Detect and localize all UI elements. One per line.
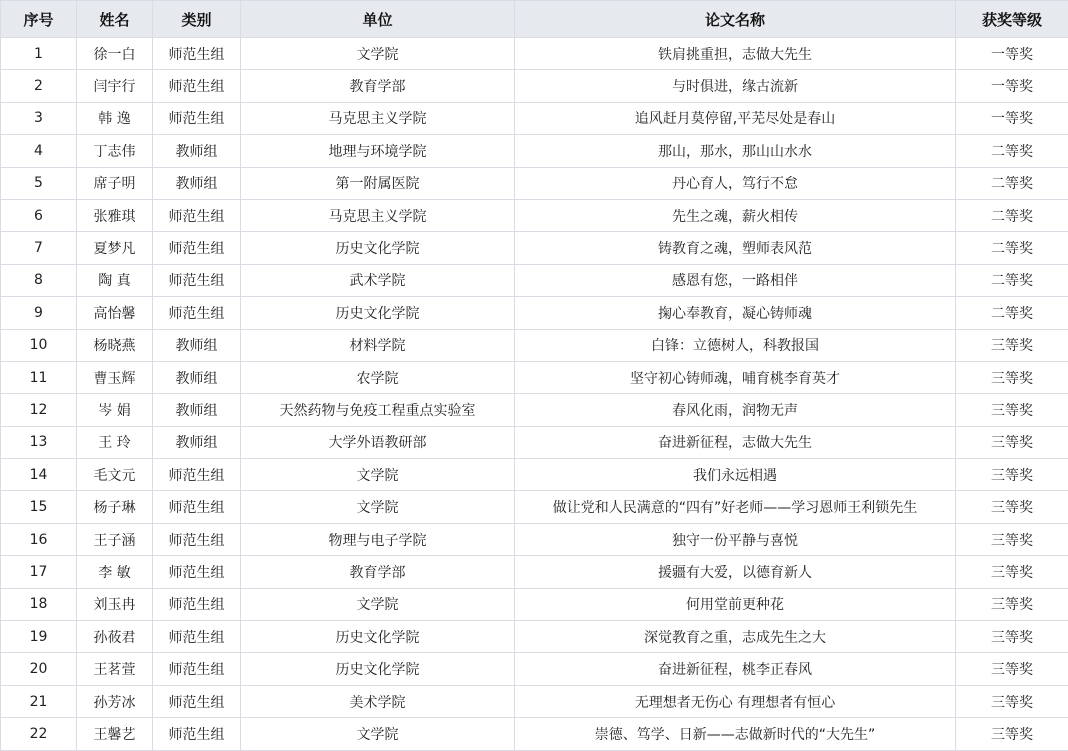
table-row	[1, 621, 1068, 653]
cell-index: 8	[1, 264, 77, 296]
table-body	[1, 38, 1068, 751]
cell-award-level: 三等奖	[956, 621, 1068, 653]
cell-category: 师范生组	[153, 491, 241, 523]
cell-index: 19	[1, 621, 77, 653]
cell-name: 王馨艺	[77, 718, 153, 750]
cell-name: 张雅琪	[77, 199, 153, 231]
cell-category: 教师组	[153, 167, 241, 199]
table-row	[1, 653, 1068, 685]
cell-award-level: 一等奖	[956, 70, 1068, 102]
cell-paper-title: 先生之魂，薪火相传	[515, 199, 956, 231]
cell-award-level: 二等奖	[956, 199, 1068, 231]
table-row	[1, 38, 1068, 70]
cell-name: 刘玉冉	[77, 588, 153, 620]
cell-index: 15	[1, 491, 77, 523]
cell-award-level: 二等奖	[956, 264, 1068, 296]
cell-unit: 物理与电子学院	[241, 523, 515, 555]
cell-name: 孙莜君	[77, 621, 153, 653]
cell-category: 师范生组	[153, 102, 241, 134]
header-award-level: 获奖等级	[956, 1, 1068, 38]
table-row	[1, 394, 1068, 426]
cell-name: 席子明	[77, 167, 153, 199]
cell-index: 6	[1, 199, 77, 231]
cell-award-level: 一等奖	[956, 38, 1068, 70]
cell-name: 王 玲	[77, 426, 153, 458]
cell-name: 王子涵	[77, 523, 153, 555]
cell-name: 闫宇行	[77, 70, 153, 102]
cell-paper-title: 感恩有您，一路相伴	[515, 264, 956, 296]
cell-index: 16	[1, 523, 77, 555]
cell-category: 师范生组	[153, 685, 241, 717]
cell-index: 17	[1, 556, 77, 588]
cell-index: 9	[1, 297, 77, 329]
table-row	[1, 491, 1068, 523]
header-name: 姓名	[77, 1, 153, 38]
table-row	[1, 70, 1068, 102]
cell-paper-title: 深觉教育之重，志成先生之大	[515, 621, 956, 653]
cell-award-level: 三等奖	[956, 588, 1068, 620]
cell-category: 师范生组	[153, 199, 241, 231]
cell-index: 21	[1, 685, 77, 717]
table-row	[1, 459, 1068, 491]
cell-award-level: 三等奖	[956, 718, 1068, 750]
table-row	[1, 102, 1068, 134]
cell-unit: 武术学院	[241, 264, 515, 296]
cell-name: 李 敏	[77, 556, 153, 588]
table-row	[1, 232, 1068, 264]
cell-category: 师范生组	[153, 70, 241, 102]
table-row	[1, 523, 1068, 555]
table-row	[1, 556, 1068, 588]
table-row	[1, 685, 1068, 717]
cell-award-level: 三等奖	[956, 394, 1068, 426]
cell-index: 11	[1, 361, 77, 393]
cell-category: 教师组	[153, 135, 241, 167]
cell-award-level: 二等奖	[956, 297, 1068, 329]
table-header	[1, 1, 1068, 38]
cell-name: 岑 娟	[77, 394, 153, 426]
cell-paper-title: 铸教育之魂，塑师表风范	[515, 232, 956, 264]
cell-category: 师范生组	[153, 718, 241, 750]
cell-category: 教师组	[153, 361, 241, 393]
cell-award-level: 二等奖	[956, 167, 1068, 199]
cell-award-level: 三等奖	[956, 491, 1068, 523]
cell-unit: 文学院	[241, 588, 515, 620]
table-row	[1, 718, 1068, 750]
cell-unit: 文学院	[241, 491, 515, 523]
cell-name: 丁志伟	[77, 135, 153, 167]
cell-award-level: 三等奖	[956, 685, 1068, 717]
cell-category: 师范生组	[153, 556, 241, 588]
cell-paper-title: 独守一份平静与喜悦	[515, 523, 956, 555]
cell-index: 3	[1, 102, 77, 134]
cell-award-level: 三等奖	[956, 556, 1068, 588]
cell-award-level: 三等奖	[956, 459, 1068, 491]
cell-category: 教师组	[153, 329, 241, 361]
header-index: 序号	[1, 1, 77, 38]
cell-paper-title: 奋进新征程，桃李正春风	[515, 653, 956, 685]
cell-unit: 农学院	[241, 361, 515, 393]
cell-award-level: 三等奖	[956, 426, 1068, 458]
table-row	[1, 199, 1068, 231]
header-paper-title: 论文名称	[515, 1, 956, 38]
table-row	[1, 264, 1068, 296]
cell-index: 5	[1, 167, 77, 199]
cell-category: 师范生组	[153, 459, 241, 491]
cell-index: 13	[1, 426, 77, 458]
cell-index: 14	[1, 459, 77, 491]
cell-award-level: 一等奖	[956, 102, 1068, 134]
cell-category: 教师组	[153, 426, 241, 458]
cell-name: 陶 真	[77, 264, 153, 296]
cell-unit: 马克思主义学院	[241, 199, 515, 231]
cell-paper-title: 做让党和人民满意的“四有”好老师——学习恩师王利锁先生	[515, 491, 956, 523]
cell-unit: 教育学部	[241, 70, 515, 102]
cell-name: 徐一白	[77, 38, 153, 70]
cell-unit: 天然药物与免疫工程重点实验室	[241, 394, 515, 426]
cell-name: 高怡馨	[77, 297, 153, 329]
cell-paper-title: 援疆有大爱，以德育新人	[515, 556, 956, 588]
cell-unit: 历史文化学院	[241, 653, 515, 685]
cell-award-level: 二等奖	[956, 232, 1068, 264]
cell-category: 师范生组	[153, 653, 241, 685]
header-category: 类别	[153, 1, 241, 38]
cell-category: 师范生组	[153, 264, 241, 296]
cell-category: 师范生组	[153, 38, 241, 70]
cell-name: 杨子琳	[77, 491, 153, 523]
cell-index: 1	[1, 38, 77, 70]
cell-award-level: 二等奖	[956, 135, 1068, 167]
cell-index: 12	[1, 394, 77, 426]
cell-award-level: 三等奖	[956, 329, 1068, 361]
cell-unit: 地理与环境学院	[241, 135, 515, 167]
table-row	[1, 329, 1068, 361]
cell-paper-title: 掬心奉教育，凝心铸师魂	[515, 297, 956, 329]
cell-category: 师范生组	[153, 297, 241, 329]
cell-paper-title: 崇德、笃学、日新——志做新时代的“大先生”	[515, 718, 956, 750]
table-row	[1, 167, 1068, 199]
cell-index: 2	[1, 70, 77, 102]
cell-unit: 文学院	[241, 38, 515, 70]
cell-index: 7	[1, 232, 77, 264]
cell-award-level: 三等奖	[956, 523, 1068, 555]
cell-category: 师范生组	[153, 523, 241, 555]
cell-category: 师范生组	[153, 621, 241, 653]
cell-index: 22	[1, 718, 77, 750]
table-row	[1, 588, 1068, 620]
header-unit: 单位	[241, 1, 515, 38]
cell-category: 师范生组	[153, 232, 241, 264]
cell-paper-title: 春风化雨，润物无声	[515, 394, 956, 426]
cell-unit: 历史文化学院	[241, 232, 515, 264]
cell-paper-title: 追风赶月莫停留,平芜尽处是春山	[515, 102, 956, 134]
cell-name: 王茗萱	[77, 653, 153, 685]
cell-paper-title: 与时俱进，缘古流新	[515, 70, 956, 102]
cell-paper-title: 白锋：立德树人，科教报国	[515, 329, 956, 361]
cell-unit: 大学外语教研部	[241, 426, 515, 458]
cell-category: 师范生组	[153, 588, 241, 620]
cell-award-level: 三等奖	[956, 653, 1068, 685]
header-row	[1, 1, 1068, 38]
cell-paper-title: 坚守初心铸师魂，哺育桃李育英才	[515, 361, 956, 393]
table-row	[1, 361, 1068, 393]
cell-index: 10	[1, 329, 77, 361]
table-row	[1, 426, 1068, 458]
cell-unit: 历史文化学院	[241, 297, 515, 329]
cell-paper-title: 丹心育人，笃行不怠	[515, 167, 956, 199]
cell-index: 18	[1, 588, 77, 620]
cell-paper-title: 何用堂前更种花	[515, 588, 956, 620]
cell-paper-title: 那山，那水，那山山水水	[515, 135, 956, 167]
cell-index: 4	[1, 135, 77, 167]
cell-paper-title: 我们永远相遇	[515, 459, 956, 491]
cell-unit: 文学院	[241, 718, 515, 750]
cell-name: 曹玉辉	[77, 361, 153, 393]
table-row	[1, 135, 1068, 167]
cell-unit: 马克思主义学院	[241, 102, 515, 134]
cell-name: 孙芳冰	[77, 685, 153, 717]
cell-paper-title: 铁肩挑重担，志做大先生	[515, 38, 956, 70]
cell-name: 韩 逸	[77, 102, 153, 134]
cell-unit: 教育学部	[241, 556, 515, 588]
cell-award-level: 三等奖	[956, 361, 1068, 393]
cell-paper-title: 无理想者无伤心 有理想者有恒心	[515, 685, 956, 717]
cell-name: 杨晓燕	[77, 329, 153, 361]
cell-unit: 历史文化学院	[241, 621, 515, 653]
cell-unit: 文学院	[241, 459, 515, 491]
cell-name: 夏梦凡	[77, 232, 153, 264]
cell-unit: 美术学院	[241, 685, 515, 717]
cell-paper-title: 奋进新征程，志做大先生	[515, 426, 956, 458]
cell-index: 20	[1, 653, 77, 685]
cell-category: 教师组	[153, 394, 241, 426]
cell-unit: 第一附属医院	[241, 167, 515, 199]
cell-name: 毛文元	[77, 459, 153, 491]
table-row	[1, 297, 1068, 329]
cell-unit: 材料学院	[241, 329, 515, 361]
